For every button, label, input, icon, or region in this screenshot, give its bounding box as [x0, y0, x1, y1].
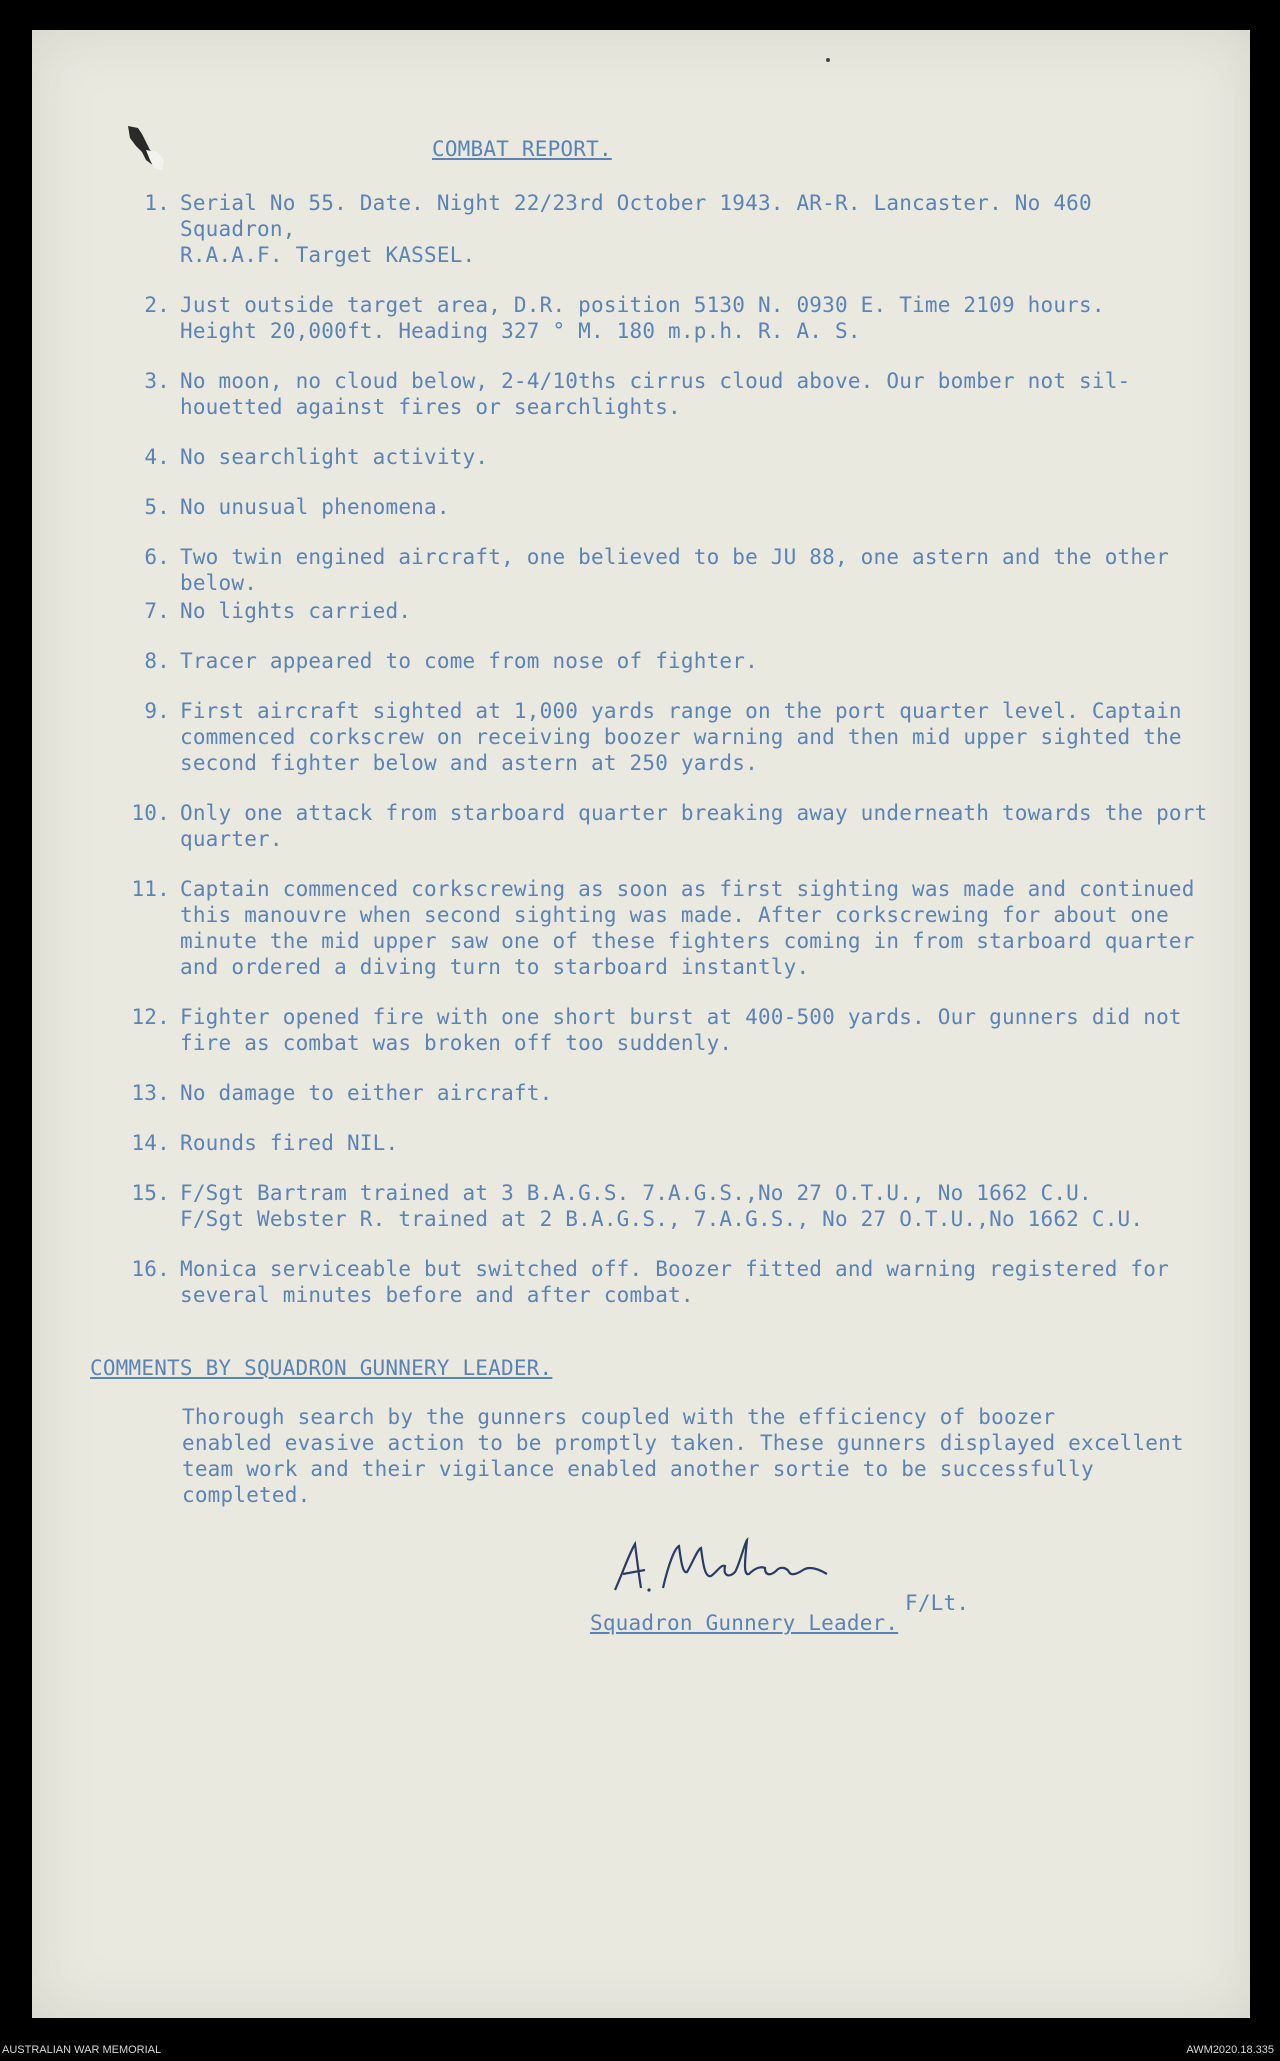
item-text: No damage to either aircraft. — [180, 1081, 553, 1105]
report-title: COMBAT REPORT. — [432, 137, 612, 161]
ink-dot — [826, 58, 830, 62]
item-number: 14. — [131, 1131, 170, 1155]
report-item — [112, 1080, 1212, 1106]
item-text: Serial No 55. Date. Night 22/23rd October 1943. AR-R. Lancaster. No 460 Squadron, R.A.A.F. Target KASSEL. — [180, 191, 1092, 267]
item-text: Rounds fired NIL. — [180, 1131, 399, 1155]
report-item — [112, 800, 1212, 852]
item-text: No lights carried. — [180, 599, 412, 623]
item-number: 10. — [131, 801, 170, 825]
footer-accession-number: AWM2020.18.335 — [1186, 2044, 1274, 2056]
item-number: 11. — [131, 877, 170, 901]
item-number: 5. — [144, 495, 170, 519]
item-text: F/Sgt Bartram trained at 3 B.A.G.S. 7.A.G.S.,No 27 O.T.U., No 1662 C.U. F/Sgt Webster R. trained at 2 B.A.G.S., 7.A.G.S., No 27 O.T.U.,No 1662 C.U. — [180, 1181, 1144, 1231]
report-item — [112, 190, 1212, 268]
report-item — [112, 1180, 1212, 1232]
item-text: No searchlight activity. — [180, 445, 489, 469]
item-number: 16. — [131, 1257, 170, 1281]
report-item — [112, 544, 1212, 596]
signature-rank: F/Lt. — [905, 1591, 970, 1615]
item-text: Only one attack from starboard quarter breaking away underneath towards the port quarter. — [180, 801, 1208, 851]
comments-body: Thorough search by the gunners coupled with the efficiency of boozer enabled evasive action to be promptly taken. These gunners displayed excellent team work and their vigilance enabled another sortie to be successfully completed. — [182, 1405, 1184, 1507]
report-item — [112, 648, 1212, 674]
item-number: 13. — [131, 1081, 170, 1105]
item-number: 4. — [144, 445, 170, 469]
item-number: 3. — [144, 369, 170, 393]
handwritten-signature — [605, 1532, 845, 1602]
item-text: Two twin engined aircraft, one believed to be JU 88, one astern and the other below. — [180, 545, 1169, 595]
item-number: 9. — [144, 699, 170, 723]
item-number: 1. — [144, 191, 170, 215]
item-number: 8. — [144, 649, 170, 673]
staple-tear-mark — [120, 120, 180, 180]
item-number: 2. — [144, 293, 170, 317]
report-item — [112, 444, 1212, 470]
comments-heading: COMMENTS BY SQUADRON GUNNERY LEADER. — [90, 1356, 553, 1380]
item-text: Just outside target area, D.R. position 5130 N. 0930 E. Time 2109 hours. Height 20,000ft. Heading 327 ° M. 180 m.p.h. R. A. S. — [180, 293, 1105, 343]
report-item — [112, 698, 1212, 776]
report-items — [112, 190, 1212, 1332]
report-item — [112, 292, 1212, 344]
item-text: Tracer appeared to come from nose of fighter. — [180, 649, 758, 673]
item-text: Captain commenced corkscrewing as soon as first sighting was made and continued this manouvre when second sighting was made. After corkscrewing for about one minute the mid upper saw one of these fighters coming in from starboard quarter and ordered a diving turn to starboard instantly. — [180, 877, 1195, 979]
report-item — [112, 494, 1212, 520]
item-text: No unusual phenomena. — [180, 495, 450, 519]
item-text: No moon, no cloud below, 2-4/10ths cirrus cloud above. Our bomber not sil- houetted against fires or searchlights. — [180, 369, 1131, 419]
report-item — [112, 876, 1212, 980]
item-text: Monica serviceable but switched off. Boozer fitted and warning registered for several minutes before and after combat. — [180, 1257, 1169, 1307]
report-item — [112, 368, 1212, 420]
item-number: 6. — [144, 545, 170, 569]
item-number: 15. — [131, 1181, 170, 1205]
report-item — [112, 1256, 1212, 1308]
item-number: 12. — [131, 1005, 170, 1029]
signature-role: Squadron Gunnery Leader. — [590, 1611, 899, 1635]
item-text: First aircraft sighted at 1,000 yards range on the port quarter level. Captain commenced corkscrew on receiving boozer warning and then mid upper sighted the second fighter below and astern at 250 yards. — [180, 699, 1182, 775]
item-number: 7. — [144, 599, 170, 623]
report-item — [112, 1004, 1212, 1056]
footer-institution: AUSTRALIAN WAR MEMORIAL — [2, 2044, 162, 2056]
item-text: Fighter opened fire with one short burst at 400-500 yards. Our gunners did not fire as combat was broken off too suddenly. — [180, 1005, 1182, 1055]
report-item — [112, 1130, 1212, 1156]
report-item — [112, 598, 1212, 624]
